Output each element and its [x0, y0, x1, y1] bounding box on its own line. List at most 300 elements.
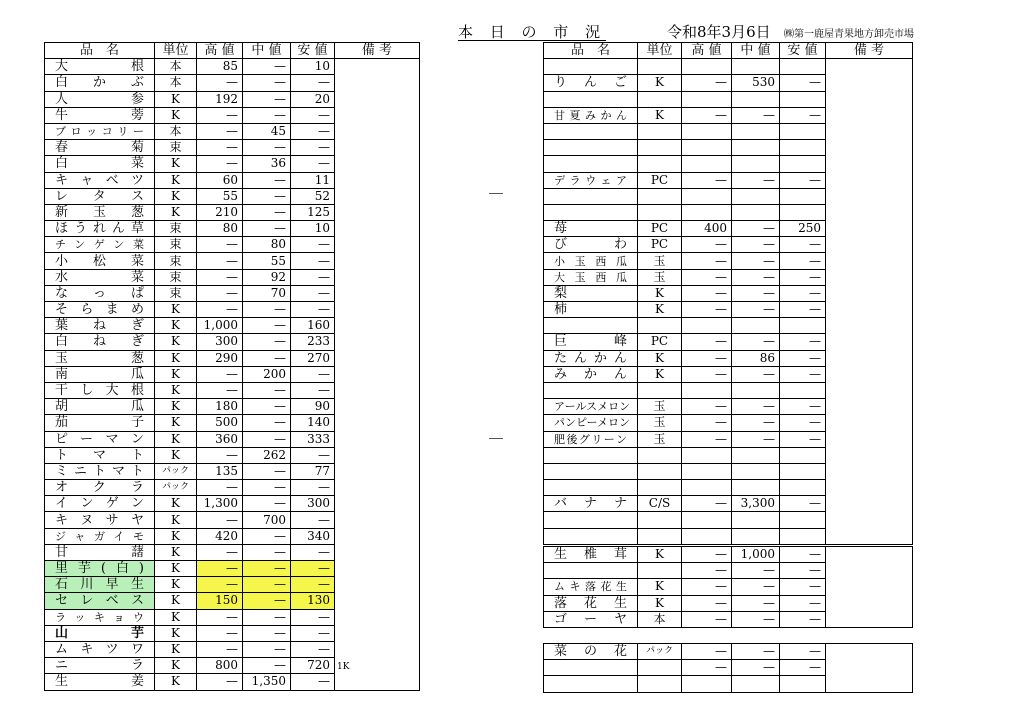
- item-unit: [638, 59, 682, 75]
- price-low: [780, 480, 826, 496]
- remarks-cell: [335, 674, 420, 690]
- price-high: —: [197, 609, 243, 625]
- table-row: [45, 204, 420, 220]
- price-mid: —: [243, 91, 291, 107]
- item-name: レタス: [45, 188, 155, 204]
- item-unit: K: [155, 577, 197, 593]
- price-high: —: [682, 285, 732, 301]
- price-high: —: [197, 480, 243, 496]
- item-name: りんご: [544, 75, 638, 91]
- remarks-cell: [826, 302, 913, 318]
- table-row: [45, 674, 420, 690]
- table-row: [45, 91, 420, 107]
- item-name: トマト: [45, 447, 155, 463]
- remarks-cell: [826, 75, 913, 91]
- price-low: —: [780, 611, 826, 627]
- price-low: 10: [291, 59, 335, 75]
- dash-mark: [489, 438, 503, 439]
- price-mid: —: [243, 528, 291, 544]
- table-row: [45, 221, 420, 237]
- price-low: —: [780, 547, 826, 563]
- item-unit: K: [638, 547, 682, 563]
- price-mid: —: [732, 595, 780, 611]
- table-row: [544, 75, 913, 91]
- price-mid: [732, 204, 780, 220]
- price-high: [682, 676, 732, 692]
- table-row: [45, 658, 420, 674]
- table-row: [544, 660, 913, 676]
- item-unit: K: [155, 512, 197, 528]
- price-low: —: [291, 447, 335, 463]
- remarks-cell: [826, 366, 913, 382]
- price-mid: —: [243, 431, 291, 447]
- item-name: 牛 蒡: [45, 107, 155, 123]
- price-high: [682, 91, 732, 107]
- remarks-cell: [826, 59, 913, 75]
- item-unit: PC: [638, 237, 682, 253]
- price-low: 52: [291, 188, 335, 204]
- remarks-cell: [826, 563, 913, 579]
- remarks-cell: [826, 528, 913, 544]
- item-name: 山 芋: [45, 625, 155, 641]
- table-row: [45, 59, 420, 75]
- table-row: [544, 188, 913, 204]
- price-mid: —: [243, 172, 291, 188]
- price-low: —: [780, 253, 826, 269]
- item-unit: K: [155, 399, 197, 415]
- col-name-header: 品 名: [45, 43, 155, 59]
- table-row: [544, 204, 913, 220]
- price-high: —: [682, 75, 732, 91]
- item-name: [544, 140, 638, 156]
- price-low: [780, 188, 826, 204]
- item-unit: K: [155, 366, 197, 382]
- table-row: [45, 350, 420, 366]
- price-low: —: [780, 579, 826, 595]
- price-low: [780, 528, 826, 544]
- item-unit: 本: [155, 75, 197, 91]
- price-low: [780, 91, 826, 107]
- item-name: [544, 480, 638, 496]
- price-low: —: [291, 577, 335, 593]
- price-high: —: [197, 544, 243, 560]
- remarks-cell: [826, 611, 913, 627]
- col-mid-header: 中 値: [732, 43, 780, 59]
- price-mid: [732, 156, 780, 172]
- item-unit: 束: [155, 285, 197, 301]
- item-name: 甘 藷: [45, 544, 155, 560]
- price-low: [780, 318, 826, 334]
- price-high: [682, 156, 732, 172]
- price-low: —: [780, 431, 826, 447]
- table-row: [544, 579, 913, 595]
- price-mid: 36: [243, 156, 291, 172]
- item-name: ミニトマト: [45, 463, 155, 479]
- price-mid: —: [243, 334, 291, 350]
- item-name: なっぱ: [45, 285, 155, 301]
- price-high: 500: [197, 415, 243, 431]
- table-row: [45, 188, 420, 204]
- item-name: 新玉葱: [45, 204, 155, 220]
- item-name: ピーマン: [45, 431, 155, 447]
- remarks-cell: [826, 463, 913, 479]
- price-mid: [732, 318, 780, 334]
- price-mid: [732, 480, 780, 496]
- price-high: —: [197, 512, 243, 528]
- price-high: —: [197, 674, 243, 690]
- item-name: 小松菜: [45, 253, 155, 269]
- price-low: —: [291, 625, 335, 641]
- item-name: [544, 59, 638, 75]
- item-unit: 玉: [638, 269, 682, 285]
- item-name: 人 参: [45, 91, 155, 107]
- item-name: キヌサヤ: [45, 512, 155, 528]
- price-mid: —: [732, 334, 780, 350]
- remarks-cell: [335, 188, 420, 204]
- col-note-header: 備 考: [826, 43, 913, 59]
- price-mid: —: [243, 625, 291, 641]
- item-name: [544, 447, 638, 463]
- price-low: 250: [780, 221, 826, 237]
- price-low: [780, 676, 826, 692]
- item-name: ほうれん草: [45, 221, 155, 237]
- table-row: [544, 480, 913, 496]
- remarks-cell: [335, 561, 420, 577]
- price-mid: —: [243, 593, 291, 609]
- price-high: 60: [197, 172, 243, 188]
- col-name-header: 品 名: [544, 43, 638, 59]
- remarks-cell: [826, 496, 913, 512]
- price-low: —: [291, 641, 335, 657]
- table-row: [544, 318, 913, 334]
- item-name: びわ: [544, 237, 638, 253]
- table-row: [45, 156, 420, 172]
- table-row: [45, 577, 420, 593]
- item-name: 南 瓜: [45, 366, 155, 382]
- price-high: —: [197, 447, 243, 463]
- item-name: 生椎茸: [544, 547, 638, 563]
- item-unit: パック: [638, 644, 682, 660]
- price-mid: —: [243, 463, 291, 479]
- remarks-cell: [335, 318, 420, 334]
- remarks-cell: [335, 334, 420, 350]
- remarks-cell: [335, 609, 420, 625]
- item-unit: 本: [638, 611, 682, 627]
- item-unit: K: [638, 350, 682, 366]
- remarks-cell: [826, 512, 913, 528]
- item-unit: [638, 188, 682, 204]
- item-name: ムキツワ: [45, 641, 155, 657]
- remarks-cell: [335, 641, 420, 657]
- price-high: —: [197, 382, 243, 398]
- price-high: [682, 463, 732, 479]
- table-row: [544, 382, 913, 398]
- remarks-cell: [335, 350, 420, 366]
- price-low: —: [780, 595, 826, 611]
- price-high: —: [682, 302, 732, 318]
- remarks-cell: [335, 156, 420, 172]
- col-mid-header: 中 値: [243, 43, 291, 59]
- item-unit: [638, 528, 682, 544]
- price-high: —: [197, 285, 243, 301]
- price-mid: —: [243, 350, 291, 366]
- price-high: —: [682, 431, 732, 447]
- item-unit: [638, 512, 682, 528]
- item-name: 石川早生: [45, 577, 155, 593]
- item-name: 梨: [544, 285, 638, 301]
- item-unit: [638, 463, 682, 479]
- price-low: 333: [291, 431, 335, 447]
- item-name: そらまめ: [45, 302, 155, 318]
- price-low: —: [780, 563, 826, 579]
- item-unit: K: [155, 593, 197, 609]
- price-high: 300: [197, 334, 243, 350]
- table-row: [45, 334, 420, 350]
- price-mid: [732, 382, 780, 398]
- price-mid: —: [243, 75, 291, 91]
- price-mid: —: [732, 579, 780, 595]
- item-name: [544, 563, 638, 579]
- remarks-cell: [335, 107, 420, 123]
- item-unit: K: [638, 107, 682, 123]
- item-name: 苺: [544, 221, 638, 237]
- price-mid: [732, 59, 780, 75]
- item-name: キャベツ: [45, 172, 155, 188]
- item-unit: K: [155, 415, 197, 431]
- item-name: ニ ラ: [45, 658, 155, 674]
- price-low: —: [291, 269, 335, 285]
- remarks-cell: [335, 237, 420, 253]
- price-high: 55: [197, 188, 243, 204]
- item-name: 生 姜: [45, 674, 155, 690]
- price-mid: 530: [732, 75, 780, 91]
- item-name: 茄 子: [45, 415, 155, 431]
- item-name: 巨 峰: [544, 334, 638, 350]
- col-unit-header: 単位: [155, 43, 197, 59]
- item-unit: K: [155, 625, 197, 641]
- table-row: [544, 123, 913, 139]
- remarks-cell: [335, 463, 420, 479]
- remarks-cell: [826, 547, 913, 563]
- price-low: —: [780, 285, 826, 301]
- table-row: [45, 641, 420, 657]
- table-row: [45, 318, 420, 334]
- remarks-cell: [826, 660, 913, 676]
- item-name: [544, 91, 638, 107]
- price-mid: —: [243, 204, 291, 220]
- price-high: —: [197, 302, 243, 318]
- price-mid: —: [732, 611, 780, 627]
- dash-mark: [489, 193, 503, 194]
- table-row: [45, 269, 420, 285]
- price-low: —: [291, 674, 335, 690]
- table-row: [544, 156, 913, 172]
- price-low: —: [291, 609, 335, 625]
- price-low: 300: [291, 496, 335, 512]
- price-high: —: [197, 75, 243, 91]
- side-note: 1K: [337, 662, 350, 672]
- item-unit: [638, 676, 682, 692]
- price-high: —: [682, 579, 732, 595]
- price-mid: —: [243, 544, 291, 560]
- table-row: [544, 496, 913, 512]
- item-unit: K: [638, 579, 682, 595]
- price-low: [780, 59, 826, 75]
- price-high: [682, 480, 732, 496]
- remarks-cell: [335, 593, 420, 609]
- remarks-cell: [335, 431, 420, 447]
- remarks-cell: [335, 253, 420, 269]
- price-high: [682, 123, 732, 139]
- remarks-cell: [826, 269, 913, 285]
- price-high: 150: [197, 593, 243, 609]
- price-high: —: [682, 595, 732, 611]
- item-unit: K: [638, 302, 682, 318]
- organization-name: ㈱第一鹿屋青果地方卸売市場: [784, 29, 914, 40]
- table-header-row: [45, 43, 420, 59]
- price-mid: —: [732, 237, 780, 253]
- item-name: ムキ落花生: [544, 579, 638, 595]
- item-name: 菜の花: [544, 644, 638, 660]
- item-unit: [638, 563, 682, 579]
- remarks-cell: [335, 447, 420, 463]
- item-unit: K: [155, 156, 197, 172]
- price-high: [682, 204, 732, 220]
- price-mid: —: [243, 480, 291, 496]
- item-unit: K: [155, 544, 197, 560]
- item-unit: K: [155, 91, 197, 107]
- price-mid: —: [732, 399, 780, 415]
- item-unit: [638, 447, 682, 463]
- price-low: —: [780, 415, 826, 431]
- remarks-cell: [826, 382, 913, 398]
- remarks-cell: [335, 302, 420, 318]
- remarks-cell: [826, 579, 913, 595]
- col-high-header: 高 値: [197, 43, 243, 59]
- table-row: [45, 544, 420, 560]
- item-name: チンゲン菜: [45, 237, 155, 253]
- item-unit: K: [155, 641, 197, 657]
- table-row: [45, 399, 420, 415]
- item-unit: パック: [155, 463, 197, 479]
- table-row: [45, 382, 420, 398]
- price-low: 10: [291, 221, 335, 237]
- item-unit: 玉: [638, 415, 682, 431]
- item-unit: PC: [638, 172, 682, 188]
- table-row: [45, 172, 420, 188]
- item-name: オクラ: [45, 480, 155, 496]
- price-mid: —: [732, 563, 780, 579]
- col-low-header: 安 値: [780, 43, 826, 59]
- price-high: [682, 447, 732, 463]
- price-mid: —: [732, 221, 780, 237]
- item-unit: K: [638, 366, 682, 382]
- remarks-cell: [826, 644, 913, 660]
- price-high: 180: [197, 399, 243, 415]
- price-mid: [732, 463, 780, 479]
- price-low: —: [780, 660, 826, 676]
- price-low: —: [780, 302, 826, 318]
- table-row: [45, 75, 420, 91]
- table-row: [45, 302, 420, 318]
- price-mid: [732, 512, 780, 528]
- right-price-table-3: [543, 643, 913, 693]
- price-high: [682, 528, 732, 544]
- item-unit: K: [155, 334, 197, 350]
- item-name: [544, 660, 638, 676]
- item-unit: [638, 660, 682, 676]
- remarks-cell: [826, 350, 913, 366]
- item-name: 柿: [544, 302, 638, 318]
- price-mid: —: [243, 107, 291, 123]
- table-row: [544, 172, 913, 188]
- price-high: —: [197, 561, 243, 577]
- remarks-cell: [826, 480, 913, 496]
- item-unit: 束: [155, 269, 197, 285]
- price-mid: 80: [243, 237, 291, 253]
- remarks-cell: [335, 382, 420, 398]
- price-low: 90: [291, 399, 335, 415]
- table-row: [544, 269, 913, 285]
- remarks-cell: [826, 318, 913, 334]
- price-low: 233: [291, 334, 335, 350]
- price-mid: [732, 140, 780, 156]
- price-mid: 200: [243, 366, 291, 382]
- remarks-cell: [826, 107, 913, 123]
- price-low: 20: [291, 91, 335, 107]
- item-name: ジャガイモ: [45, 528, 155, 544]
- item-unit: 束: [155, 253, 197, 269]
- table-row: [544, 611, 913, 627]
- price-high: [682, 382, 732, 398]
- table-row: [544, 237, 913, 253]
- price-high: —: [197, 641, 243, 657]
- table-row: [544, 253, 913, 269]
- item-unit: 玉: [638, 431, 682, 447]
- table-header-row: [544, 43, 913, 59]
- price-high: —: [682, 399, 732, 415]
- table-row: [544, 59, 913, 75]
- table-row: [544, 140, 913, 156]
- table-row: [45, 123, 420, 139]
- price-low: [780, 140, 826, 156]
- table-row: [544, 595, 913, 611]
- price-low: —: [780, 350, 826, 366]
- price-mid: —: [243, 577, 291, 593]
- price-high: —: [682, 269, 732, 285]
- price-mid: [732, 123, 780, 139]
- price-low: —: [780, 334, 826, 350]
- item-unit: K: [155, 674, 197, 690]
- table-row: [45, 237, 420, 253]
- table-row: [544, 285, 913, 301]
- item-name: [544, 204, 638, 220]
- price-low: —: [291, 561, 335, 577]
- price-low: —: [291, 107, 335, 123]
- remarks-cell: [335, 625, 420, 641]
- remarks-cell: [826, 415, 913, 431]
- price-high: —: [682, 611, 732, 627]
- page-title: 本 日 の 市 況: [458, 23, 607, 41]
- price-mid: —: [243, 641, 291, 657]
- table-row: [45, 107, 420, 123]
- item-name: ゴーヤ: [544, 611, 638, 627]
- remarks-cell: [826, 156, 913, 172]
- remarks-cell: [335, 285, 420, 301]
- remarks-cell: [335, 172, 420, 188]
- remarks-cell: [335, 59, 420, 75]
- price-high: —: [682, 172, 732, 188]
